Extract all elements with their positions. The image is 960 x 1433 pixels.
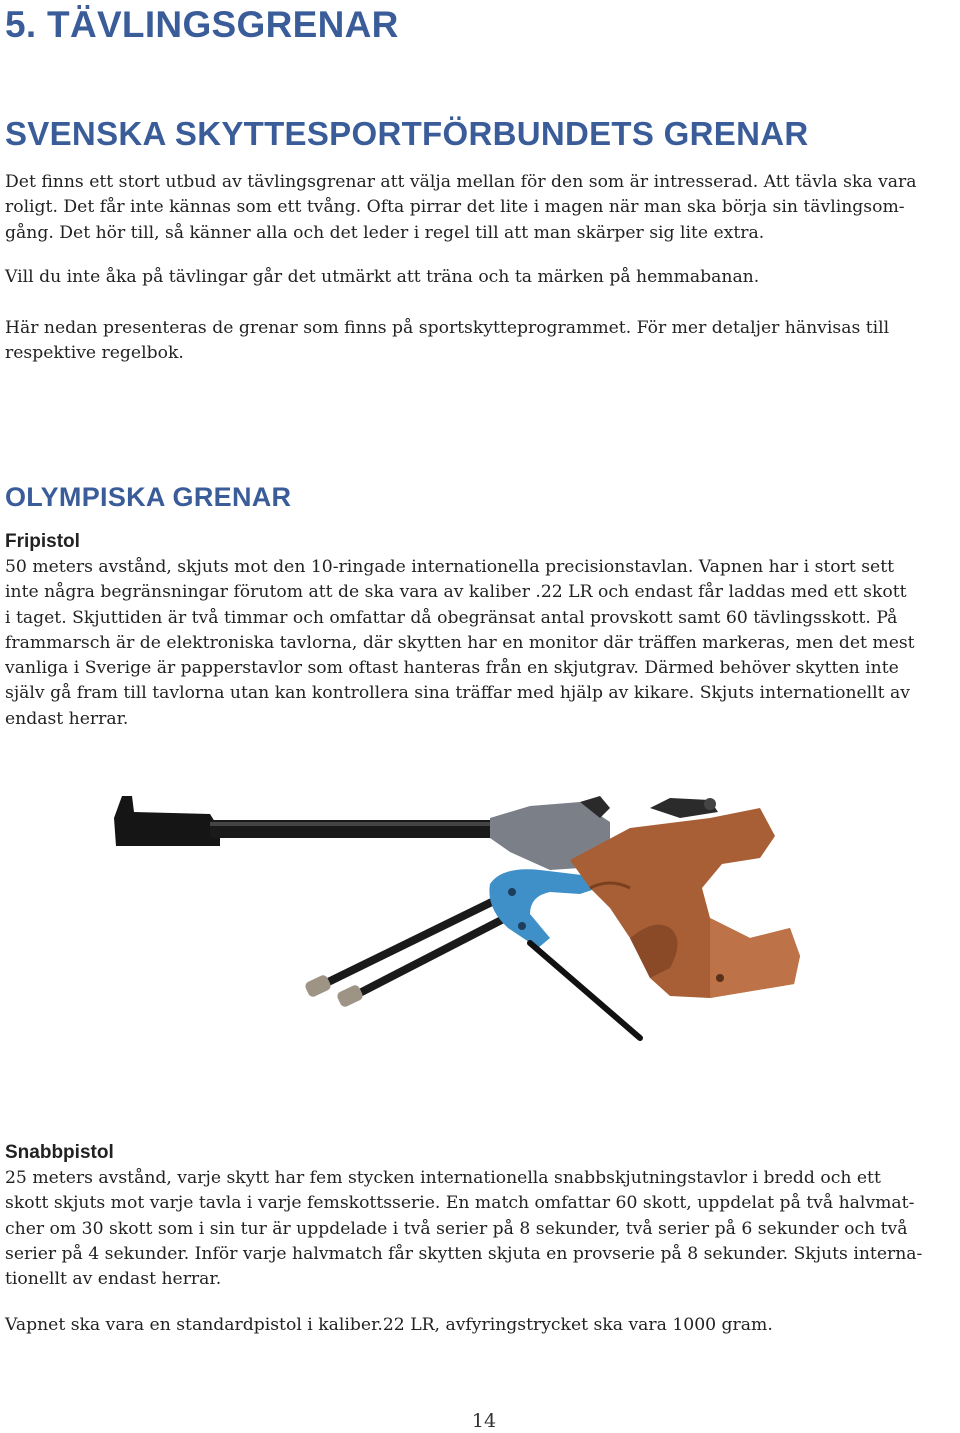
text-line: frammarsch är de elektroniska tavlorna, där skytten har en monitor där träffen markeras, men det mest <box>5 632 915 653</box>
text-line: cher om 30 skott som i sin tur är uppdelade i två serier på 8 sekunder, två serier på 6 sekunder och två <box>5 1218 908 1239</box>
text-line: gång. Det hör till, så känner alla och det leder i regel till att man skärper sig lite extra. <box>5 222 765 243</box>
intro-paragraph-1 <box>5 170 957 246</box>
olympic-events-title: OLYMPISKA GRENAR <box>5 482 292 512</box>
section-title: SVENSKA SKYTTESPORTFÖRBUNDETS GRENAR <box>5 115 809 152</box>
text-line: själv gå fram till tavlorna utan kan kontrollera sina träffar med hjälp av kikare. Skjuts internationellt av <box>5 683 911 704</box>
text-line: roligt. Det får inte kännas som ett tvång. Ofta pirrar det lite i magen när man ska börja sin tävlingsom- <box>5 197 905 218</box>
text-line: 50 meters avstånd, skjuts mot den 10-ringade internationella precisionstavlan. Vapnen har i stort sett <box>5 557 895 577</box>
fripistol-description <box>5 555 957 732</box>
intro-paragraph-2 <box>5 265 957 290</box>
text-line: respektive regelbok. <box>5 343 184 364</box>
snabbpistol-weapon-note <box>5 1313 957 1338</box>
text-line: i taget. Skjuttiden är två timmar och omfattar då obegränsat antal provskott samt 60 tävlingsskott. På <box>5 607 898 628</box>
snabbpistol-description <box>5 1166 957 1292</box>
front-sight <box>114 796 220 846</box>
support-rod <box>530 943 640 1038</box>
text-line: Det finns ett stort utbud av tävlingsgrenar att välja mellan för den som är intresserad. Att tävla ska vara <box>5 172 917 192</box>
text-line: 25 meters avstånd, varje skytt har fem stycken internationella snabbskjutningstavlor i bredd och ett <box>5 1168 881 1188</box>
text-line: Vapnet ska vara en standardpistol i kaliber.22 LR, avfyringstrycket ska vara 1000 gram. <box>5 1315 773 1335</box>
rod-upper <box>320 898 500 986</box>
text-line: tionellt av endast herrar. <box>5 1269 222 1290</box>
text-line: endast herrar. <box>5 708 129 729</box>
text-line: serier på 4 sekunder. Inför varje halvmatch får skytten skjuta en provserie på 8 sekunder. Skjuts interna- <box>5 1243 923 1264</box>
text-line: vanliga i Sverige är papperstavlor som oftast hanteras från en skjutgrav. Därmed behöver skytten inte <box>5 658 899 679</box>
page-number: 14 <box>471 1410 497 1432</box>
trigger-guard <box>489 869 598 948</box>
text-line: inte några begränsningar förutom att de ska vara av kaliber .22 LR och endast får laddas med ett skott <box>5 582 907 603</box>
fripistol-title: Fripistol <box>5 531 80 552</box>
snabbpistol-title: Snabbpistol <box>5 1142 114 1163</box>
text-line: skott skjuts mot varje tavla i varje femskottsserie. En match omfattar 60 skott, uppdelat på två halvmat- <box>5 1193 915 1214</box>
chapter-title: 5. TÄVLINGSGRENAR <box>5 4 399 45</box>
text-line: Här nedan presenteras de grenar som finns på sportskytteprogrammet. För mer detaljer hänvisas till <box>5 318 890 338</box>
free-pistol-illustration <box>110 788 810 1048</box>
text-line: Vill du inte åka på tävlingar går det utmärkt att träna och ta märken på hemmabanan. <box>5 267 760 287</box>
intro-paragraph-3 <box>5 316 957 367</box>
